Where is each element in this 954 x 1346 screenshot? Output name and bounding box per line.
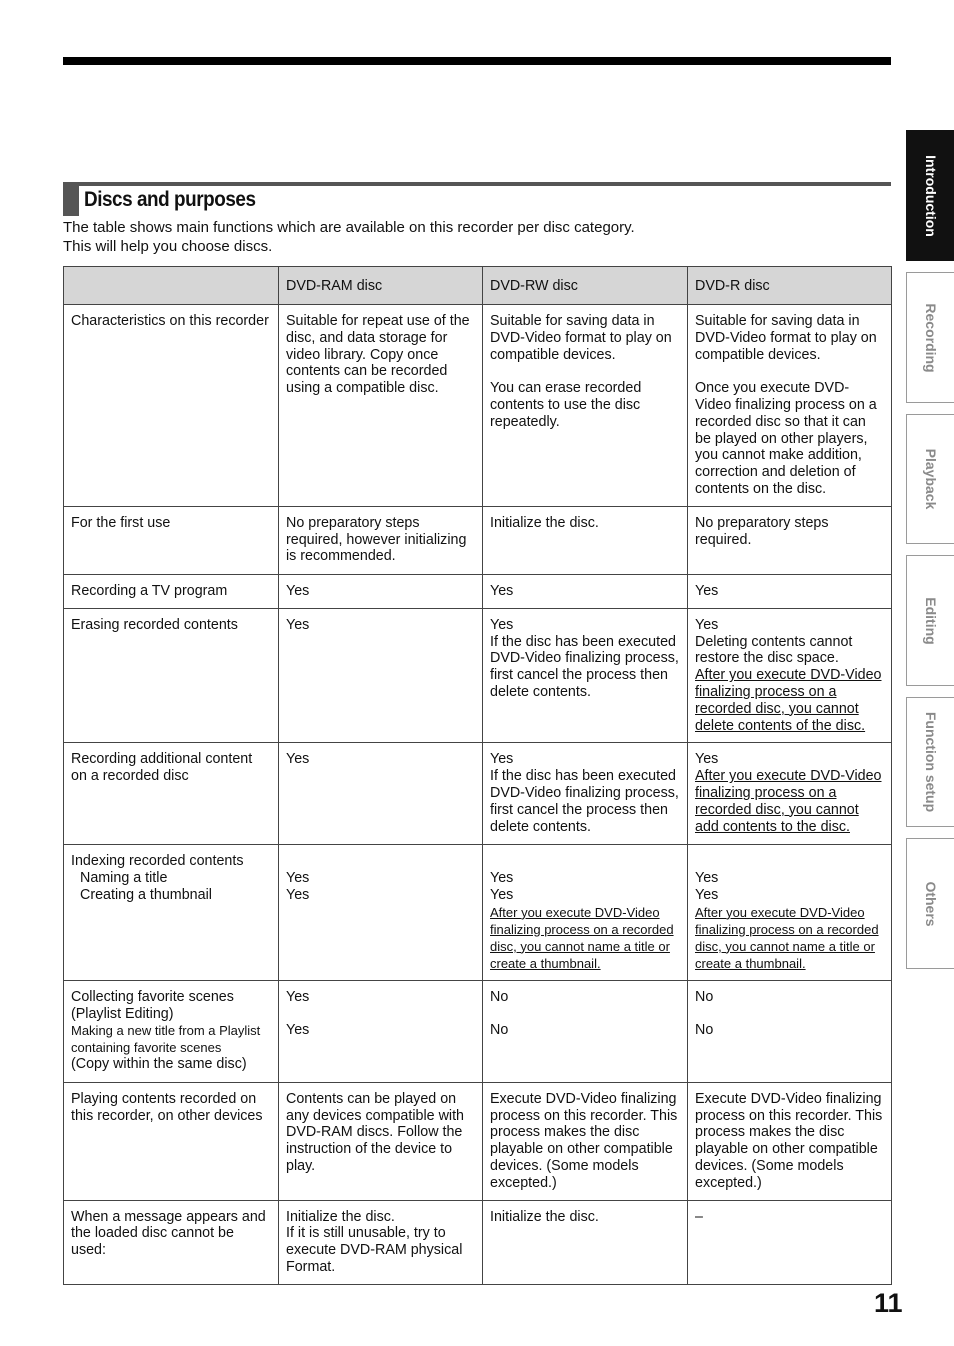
- cell-dvd-ram: [279, 1200, 483, 1284]
- row-label: [64, 845, 279, 980]
- row-label: Recording additional content on a recorded disc: [64, 743, 279, 845]
- cell-dvd-r: –: [688, 1200, 892, 1284]
- tab-others[interactable]: [906, 838, 954, 969]
- cell-dvd-ram: Yes: [279, 608, 483, 743]
- row-recording-tv: [64, 574, 892, 608]
- cell-dvd-ram: Suitable for repeat use of the disc, and data storage for video library. Copy once contents can be recorded using a compatible disc.: [279, 305, 483, 507]
- cell-yes: Yes: [286, 886, 310, 903]
- row-indexing: [64, 845, 892, 980]
- cell-note-underlined: After you execute DVD-Video finalizing process on a recorded disc, you cannot add contents to the disc.: [695, 768, 882, 835]
- tab-label: Editing: [922, 596, 939, 645]
- row-label-text: (Copy within the same disc): [71, 1056, 247, 1073]
- cell-dvd-rw: Initialize the disc.: [483, 1200, 688, 1284]
- row-favorite: [64, 980, 892, 1082]
- cell-dvd-ram: No preparatory steps required, however initializing is recommended.: [279, 506, 483, 574]
- tab-label: Function setup: [922, 711, 939, 813]
- tab-label: Introduction: [922, 154, 939, 237]
- cell-text: If it is still unusable, try to execute DVD-RAM physical Format.: [286, 1225, 463, 1275]
- tab-function-setup[interactable]: [906, 697, 954, 827]
- table-header-row: [64, 267, 892, 305]
- cell-dvd-rw: Initialize the disc.: [483, 506, 688, 574]
- header-blank: [64, 267, 279, 305]
- cell-yes: Yes: [695, 751, 719, 768]
- cell-dvd-ram: Yes: [279, 743, 483, 845]
- cell-dvd-r: No preparatory steps required.: [688, 506, 892, 574]
- section-marker: [63, 184, 79, 216]
- cell-note-underlined: After you execute DVD-Video finalizing process on a recorded disc, you cannot name a title or create a thumbnail.: [695, 904, 879, 971]
- cell-yes: Yes: [490, 616, 514, 633]
- cell-dvd-r: [688, 743, 892, 845]
- row-label: Recording a TV program: [64, 574, 279, 608]
- cell-note: Deleting contents cannot restore the disc space.: [695, 633, 853, 667]
- row-additional: [64, 743, 892, 845]
- row-label: Erasing recorded contents: [64, 608, 279, 743]
- cell-dvd-r: [688, 608, 892, 743]
- row-label: [64, 980, 279, 1082]
- cell-dvd-rw: Yes: [483, 574, 688, 608]
- cell-text: Suitable for saving data in DVD-Video format to play on compatible devices.: [695, 313, 877, 363]
- row-label: For the first use: [64, 506, 279, 574]
- cell-yes: Yes: [286, 870, 310, 887]
- cell-dvd-r: [688, 980, 892, 1082]
- cell-yes: Yes: [695, 870, 719, 887]
- cell-note-underlined: After you execute DVD-Video finalizing process on a recorded disc, you cannot delete contents of the disc.: [695, 667, 882, 734]
- tab-label: Others: [922, 880, 939, 927]
- row-first-use: [64, 506, 892, 574]
- cell-text: You can erase recorded contents to use the disc repeatedly.: [490, 380, 642, 430]
- cell-dvd-rw: [483, 608, 688, 743]
- section-title: Discs and purposes: [84, 188, 256, 211]
- page-number: 11: [874, 1288, 903, 1318]
- cell-dvd-rw: [483, 305, 688, 507]
- cell-value: No: [695, 988, 714, 1005]
- cell-value: Yes: [286, 1022, 310, 1039]
- cell-dvd-ram: Contents can be played on any devices compatible with DVD-RAM discs. Follow the instruction of the device to play.: [279, 1082, 483, 1200]
- cell-yes: Yes: [695, 616, 719, 633]
- row-erasing: [64, 608, 892, 743]
- section-intro: [63, 218, 635, 256]
- cell-text: Once you execute DVD-Video finalizing process on a recorded disc so that it can be played on other players, you cannot make addition, correction and deletion of contents on the disc.: [695, 380, 877, 497]
- row-label-small: Making a new title from a Playlist containing favorite scenes: [71, 1023, 261, 1056]
- cell-dvd-r: Execute DVD-Video finalizing process on this recorder. This process makes the disc playable on other compatible devices. (Some models excepted.): [688, 1082, 892, 1200]
- cell-dvd-r: [688, 305, 892, 507]
- cell-yes: Yes: [695, 886, 719, 903]
- tab-editing[interactable]: [906, 555, 954, 686]
- row-characteristics: [64, 305, 892, 507]
- row-sublabel: Creating a thumbnail: [80, 886, 212, 903]
- header-dvd-ram: DVD-RAM disc: [279, 267, 483, 305]
- cell-value: Yes: [286, 988, 310, 1005]
- header-dvd-r: DVD-R disc: [688, 267, 892, 305]
- tab-introduction[interactable]: [906, 130, 954, 261]
- tab-recording[interactable]: [906, 272, 954, 403]
- cell-dvd-rw: [483, 980, 688, 1082]
- tab-label: Recording: [922, 302, 939, 373]
- cell-dvd-rw: Execute DVD-Video finalizing process on this recorder. This process makes the disc playable on other compatible devices. (Some models excepted.): [483, 1082, 688, 1200]
- row-label: Playing contents recorded on this recorder, on other devices: [64, 1082, 279, 1200]
- cell-yes: Yes: [490, 886, 514, 903]
- row-label-text: Indexing recorded contents: [71, 853, 244, 870]
- cell-yes: Yes: [490, 751, 514, 768]
- row-playing-other: [64, 1082, 892, 1200]
- cell-note-underlined: After you execute DVD-Video finalizing process on a recorded disc, you cannot name a title or create a thumbnail.: [490, 904, 674, 971]
- cell-dvd-rw: [483, 743, 688, 845]
- row-label: When a message appears and the loaded disc cannot be used:: [64, 1200, 279, 1284]
- row-message: [64, 1200, 892, 1284]
- cell-dvd-ram: Yes: [279, 574, 483, 608]
- cell-dvd-r: [688, 845, 892, 980]
- row-sublabel: Naming a title: [80, 870, 168, 887]
- cell-text: Suitable for saving data in DVD-Video format to play on compatible devices.: [490, 313, 672, 363]
- top-rule: [63, 57, 891, 65]
- row-label-text: Collecting favorite scenes (Playlist Editing): [71, 988, 234, 1022]
- cell-dvd-ram: [279, 980, 483, 1082]
- tab-label: Playback: [922, 448, 939, 510]
- row-label: Characteristics on this recorder: [64, 305, 279, 507]
- disc-purpose-table: [63, 266, 892, 1285]
- tab-playback[interactable]: [906, 414, 954, 544]
- section-rule: [63, 182, 891, 186]
- cell-dvd-ram: [279, 845, 483, 980]
- cell-note: If the disc has been executed DVD-Video finalizing process, first cancel the process then delete contents.: [490, 768, 679, 835]
- cell-dvd-r: Yes: [688, 574, 892, 608]
- cell-yes: Yes: [490, 870, 514, 887]
- cell-text: Initialize the disc.: [286, 1208, 395, 1225]
- header-dvd-rw: DVD-RW disc: [483, 267, 688, 305]
- cell-value: No: [490, 1022, 509, 1039]
- cell-note: If the disc has been executed DVD-Video finalizing process, first cancel the process then delete contents.: [490, 633, 679, 700]
- intro-line: The table shows main functions which are available on this recorder per disc category.: [63, 219, 635, 236]
- cell-value: No: [695, 1022, 714, 1039]
- cell-dvd-rw: [483, 845, 688, 980]
- cell-value: No: [490, 988, 509, 1005]
- intro-line: This will help you choose discs.: [63, 238, 273, 255]
